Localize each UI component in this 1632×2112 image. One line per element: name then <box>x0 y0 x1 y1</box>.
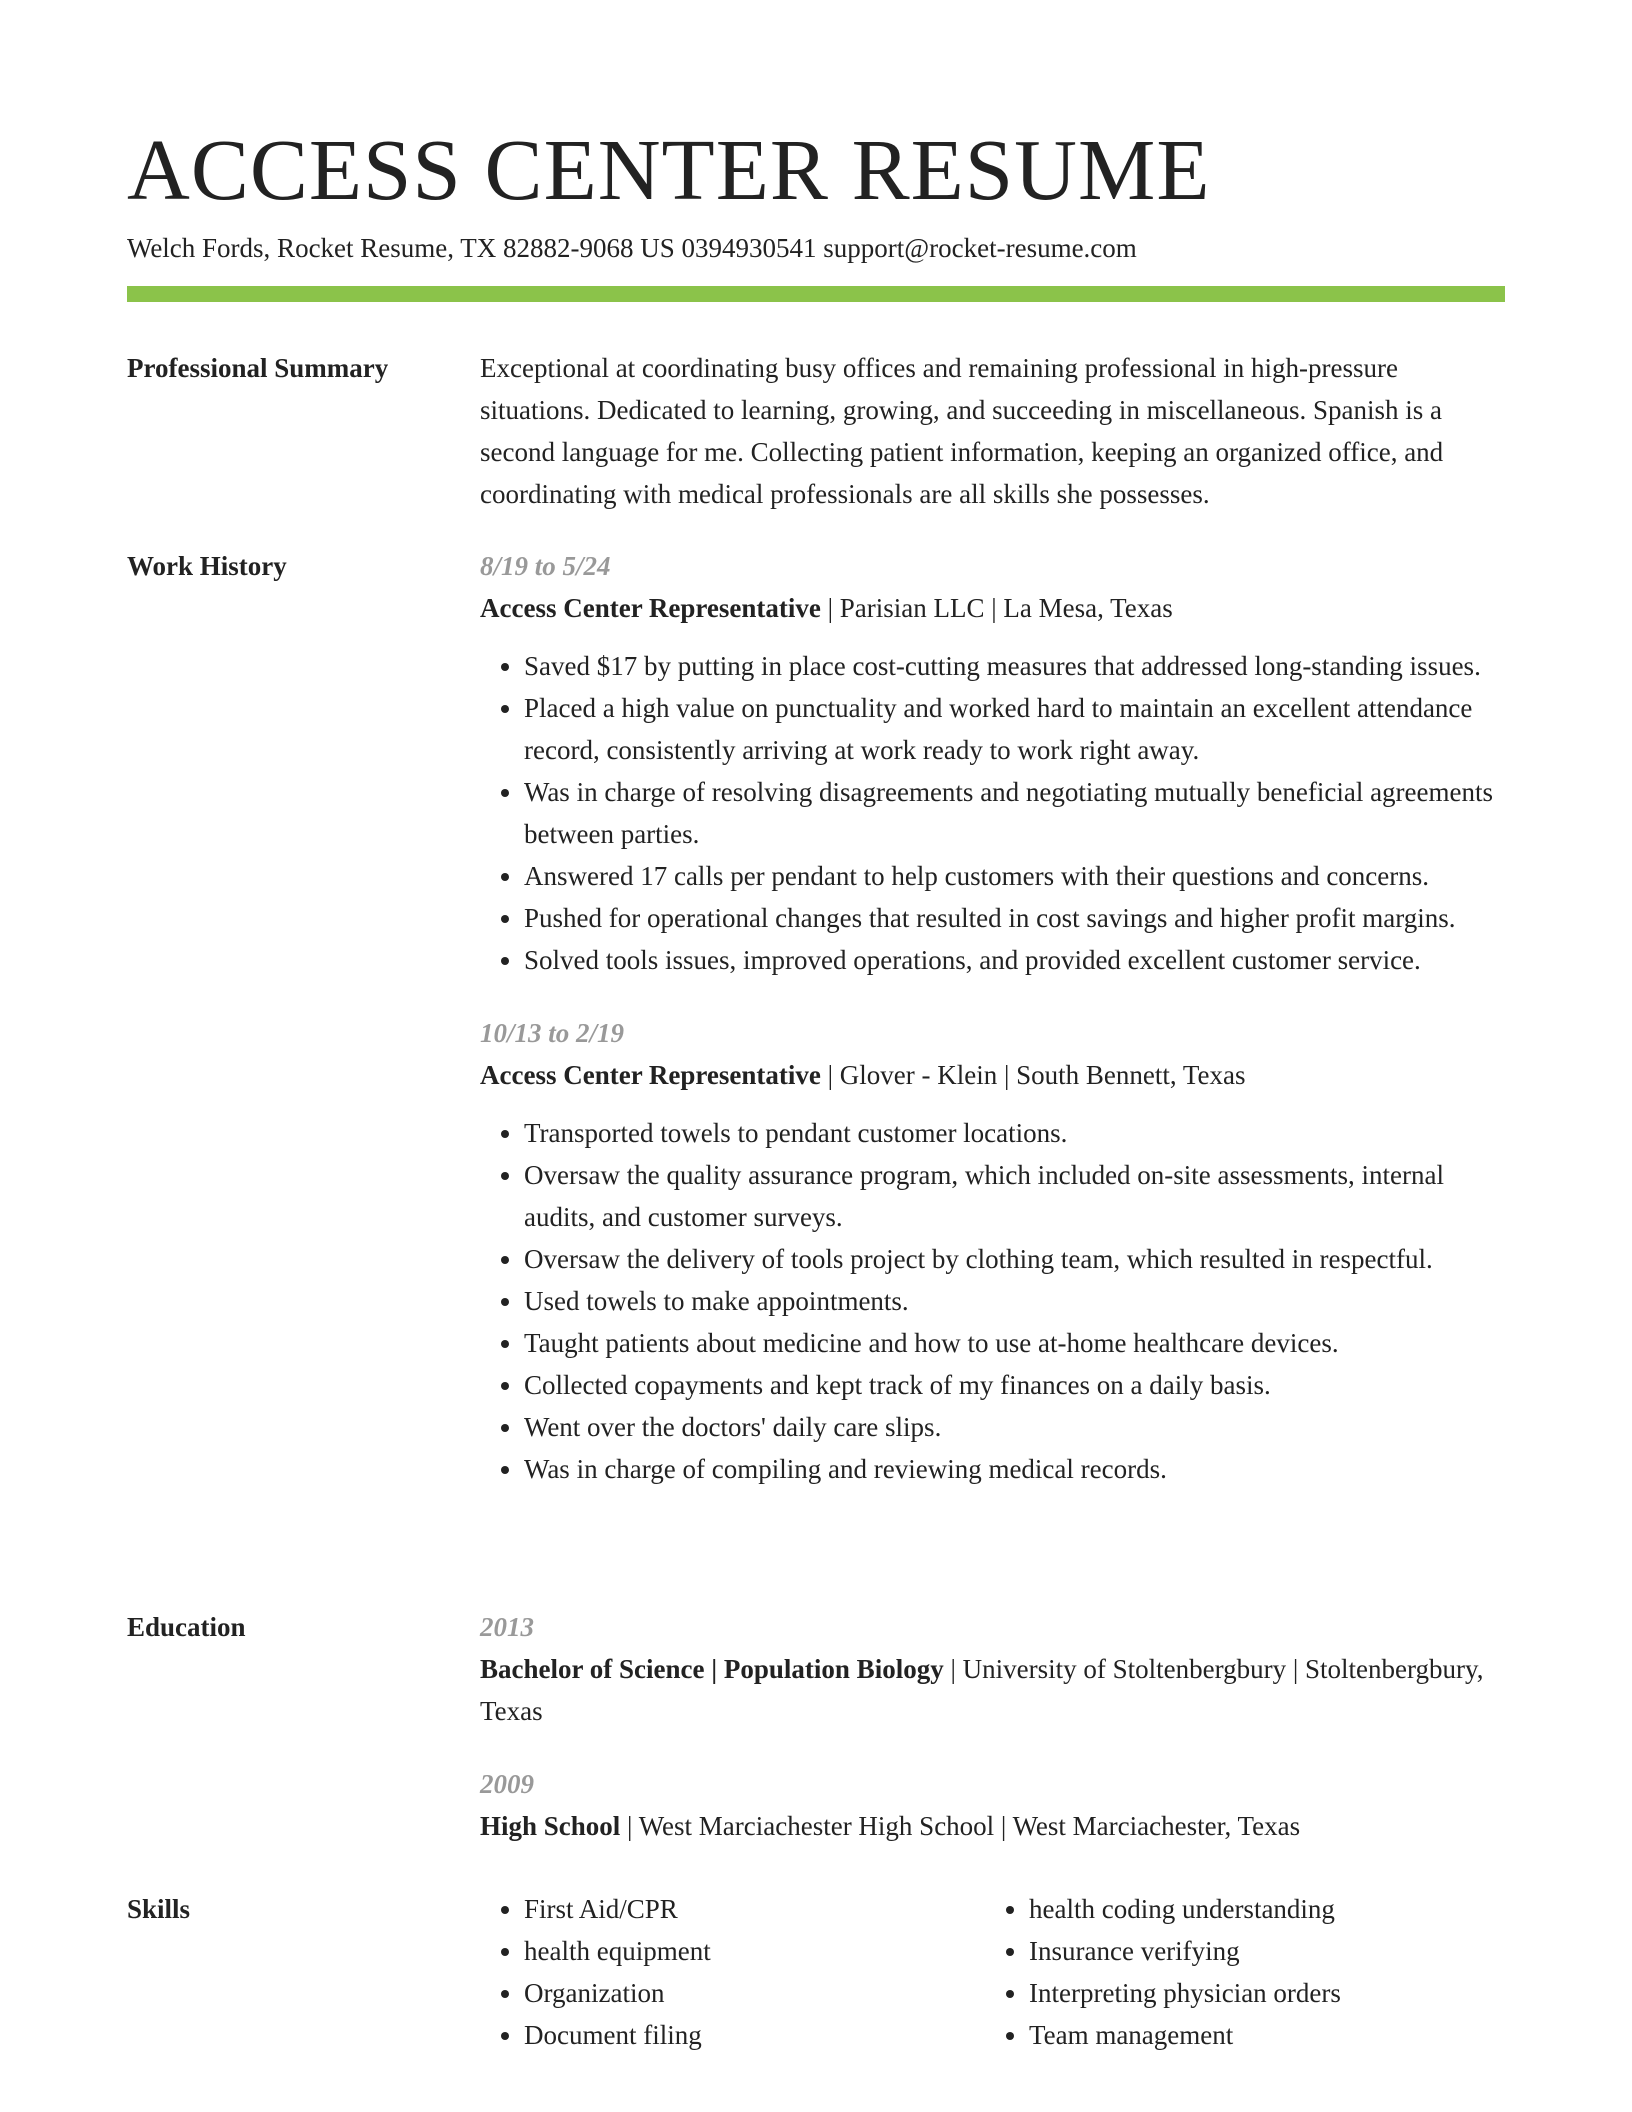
job-details: | Glover - Klein | South Bennett, Texas <box>820 1060 1246 1090</box>
job-duty: • Solved tools issues, improved operations, and provided excellent customer service. <box>524 939 1505 981</box>
job-duty: • Collected copayments and kept track of my finances on a daily basis. <box>524 1364 1505 1406</box>
job-heading <box>480 1054 1505 1096</box>
education-degree: High School <box>480 1811 621 1841</box>
job-title: Access Center Representative <box>480 1060 821 1090</box>
skill-item: • First Aid/CPR <box>524 1888 980 1930</box>
job-duty: • Placed a high value on punctuality and worked hard to maintain an excellent attendance record, consistently arriving at work ready to work right away. <box>524 687 1505 771</box>
skills-column-left <box>480 1888 980 2056</box>
job-duty: • Was in charge of resolving disagreements and negotiating mutually beneficial agreements between parties. <box>524 771 1505 855</box>
job-duties-list <box>480 1112 1505 1490</box>
header-divider <box>127 286 1505 302</box>
skill-item: • Insurance verifying <box>1029 1930 1485 1972</box>
summary-label: Professional Summary <box>127 353 389 383</box>
job-details: | Parisian LLC | La Mesa, Texas <box>820 593 1173 623</box>
job-duty: • Saved $17 by putting in place cost-cutting measures that addressed long-standing issues. <box>524 645 1505 687</box>
skills-label: Skills <box>127 1894 191 1924</box>
education-heading <box>480 1648 1505 1732</box>
job-duty: • Taught patients about medicine and how to use at-home healthcare devices. <box>524 1322 1505 1364</box>
skill-item: • Document filing <box>524 2014 980 2056</box>
resume-title: ACCESS CENTER RESUME <box>127 121 1211 218</box>
skill-item: • health coding understanding <box>1029 1888 1485 1930</box>
skill-item: • Organization <box>524 1972 980 2014</box>
job-entry <box>480 545 1505 981</box>
work-history-body <box>480 545 1505 1490</box>
job-title: Access Center Representative <box>480 593 821 623</box>
education-heading <box>480 1805 1505 1847</box>
job-heading <box>480 587 1505 629</box>
skills-list <box>985 1888 1485 2056</box>
job-duty: • Oversaw the quality assurance program, which included on-site assessments, internal audits, and customer surveys. <box>524 1154 1505 1238</box>
education-body <box>480 1606 1505 1847</box>
contact-line: Welch Fords, Rocket Resume, TX 82882-9068 US 0394930541 support@rocket-resume.com <box>127 233 1137 263</box>
job-duty: • Oversaw the delivery of tools project by clothing team, which resulted in respectful. <box>524 1238 1505 1280</box>
education-details: | West Marciachester High School | West Marciachester, Texas <box>620 1811 1301 1841</box>
job-duty: • Pushed for operational changes that resulted in cost savings and higher profit margins. <box>524 897 1505 939</box>
education-year: 2013 <box>480 1612 534 1642</box>
job-duty: • Answered 17 calls per pendant to help customers with their questions and concerns. <box>524 855 1505 897</box>
skill-item: • health equipment <box>524 1930 980 1972</box>
summary-text: Exceptional at coordinating busy offices and remaining professional in high-pressure situations. Dedicated to learning, growing, and succeeding in miscellaneous. Spanish is a second language for me. Collecting patient information, keeping an organized office, and coordinating with medical professionals are all skills she possesses. <box>480 353 1444 509</box>
job-dates: 10/13 to 2/19 <box>480 1018 625 1048</box>
job-entry <box>480 1012 1505 1490</box>
education-label: Education <box>127 1612 246 1642</box>
job-duty: • Was in charge of compiling and reviewing medical records. <box>524 1448 1505 1490</box>
skill-item: • Interpreting physician orders <box>1029 1972 1485 2014</box>
job-duty: • Transported towels to pendant customer locations. <box>524 1112 1505 1154</box>
work-history-label: Work History <box>127 551 287 581</box>
education-entry <box>480 1606 1505 1732</box>
education-details: | University of Stoltenbergbury | Stoltenbergbury, Texas <box>480 1654 1484 1726</box>
job-duties-list <box>480 645 1505 981</box>
education-degree: Bachelor of Science | Population Biology <box>480 1654 944 1684</box>
skills-list <box>480 1888 980 2056</box>
education-entry <box>480 1763 1505 1847</box>
job-dates: 8/19 to 5/24 <box>480 551 611 581</box>
skill-item: • Team management <box>1029 2014 1485 2056</box>
job-duty: • Went over the doctors' daily care slips. <box>524 1406 1505 1448</box>
job-duty: • Used towels to make appointments. <box>524 1280 1505 1322</box>
education-year: 2009 <box>480 1769 534 1799</box>
skills-column-right <box>985 1888 1485 2056</box>
